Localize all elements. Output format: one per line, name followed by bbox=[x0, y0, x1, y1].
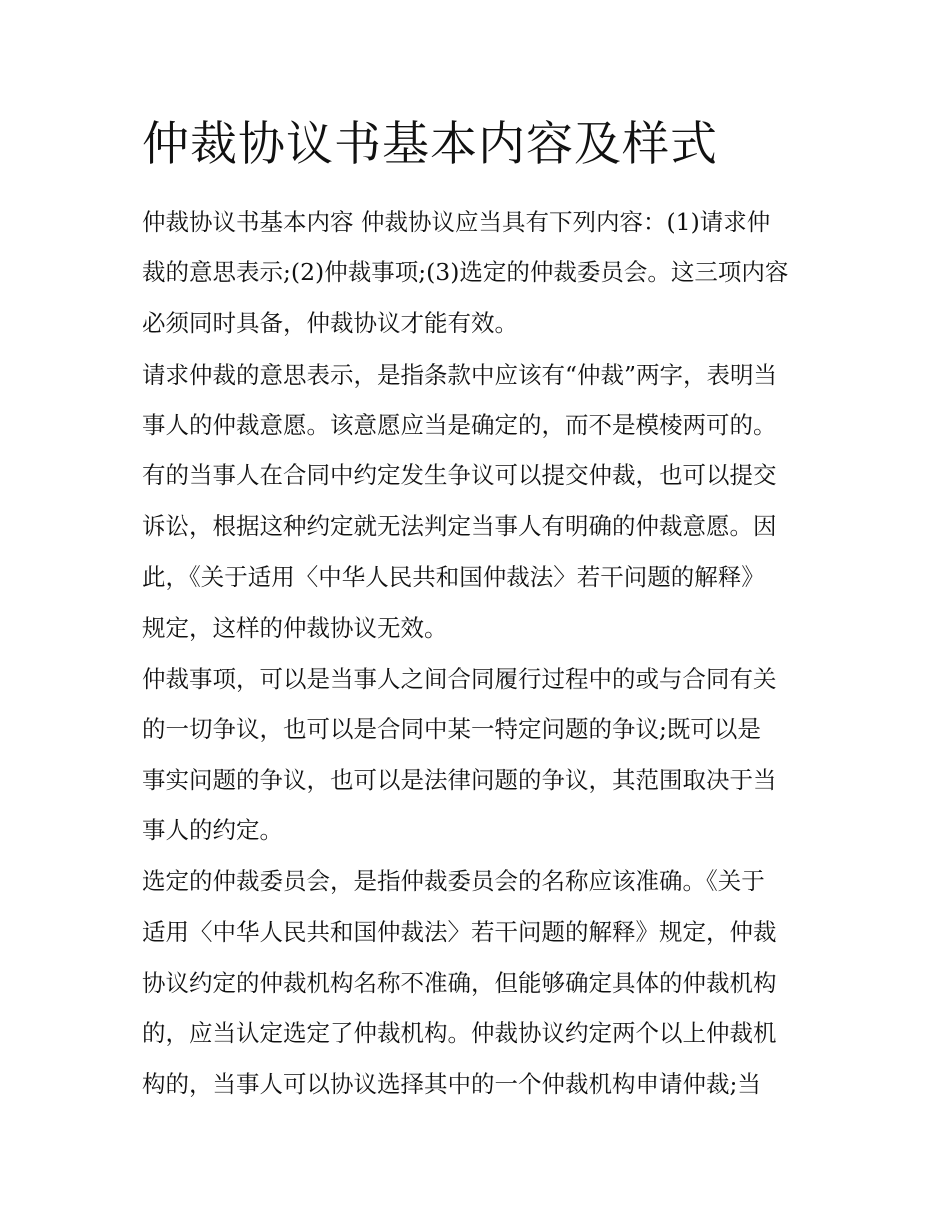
body-line-18: 构的，当事人可以协议选择其中的一个仲裁机构申请仲裁;当 bbox=[142, 1070, 761, 1098]
body-line-2: 裁的意思表示;(2)仲裁事项;(3)选定的仲裁委员会。这三项内容 bbox=[142, 258, 789, 286]
body-line-8: 此，《关于适用〈中华人民共和国仲裁法〉若干问题的解释》 bbox=[142, 563, 765, 591]
body-line-12: 事实问题的争议，也可以是法律问题的争议，其范围取决于当 bbox=[142, 766, 777, 794]
body-line-7: 诉讼，根据这种约定就无法判定当事人有明确的仲裁意愿。因 bbox=[142, 512, 777, 540]
body-line-1: 仲裁协议书基本内容 仲裁协议应当具有下列内容：(1)请求仲 bbox=[142, 208, 771, 236]
body-line-6: 有的当事人在合同中约定发生争议可以提交仲裁，也可以提交 bbox=[142, 461, 777, 489]
body-line-17: 的，应当认定选定了仲裁机构。仲裁协议约定两个以上仲裁机 bbox=[142, 1019, 777, 1047]
body-line-3: 必须同时具备，仲裁协议才能有效。 bbox=[142, 309, 518, 337]
body-line-14: 选定的仲裁委员会，是指仲裁委员会的名称应该准确。《关于 bbox=[142, 867, 765, 895]
body-line-16: 协议约定的仲裁机构名称不准确，但能够确定具体的仲裁机构 bbox=[142, 969, 777, 997]
document-title: 仲裁协议书基本内容及样式 bbox=[142, 117, 718, 172]
body-line-5: 事人的仲裁意愿。该意愿应当是确定的，而不是模棱两可的。 bbox=[142, 411, 777, 439]
body-line-9: 规定，这样的仲裁协议无效。 bbox=[142, 614, 448, 642]
body-line-4: 请求仲裁的意思表示，是指条款中应该有“仲裁”两字，表明当 bbox=[142, 361, 778, 389]
body-line-13: 事人的约定。 bbox=[142, 816, 283, 844]
body-line-11: 的一切争议，也可以是合同中某一特定问题的争议;既可以是 bbox=[142, 715, 761, 743]
body-line-10: 仲裁事项，可以是当事人之间合同履行过程中的或与合同有关 bbox=[142, 665, 777, 693]
body-line-15: 适用〈中华人民共和国仲裁法〉若干问题的解释》规定，仲裁 bbox=[142, 918, 777, 946]
